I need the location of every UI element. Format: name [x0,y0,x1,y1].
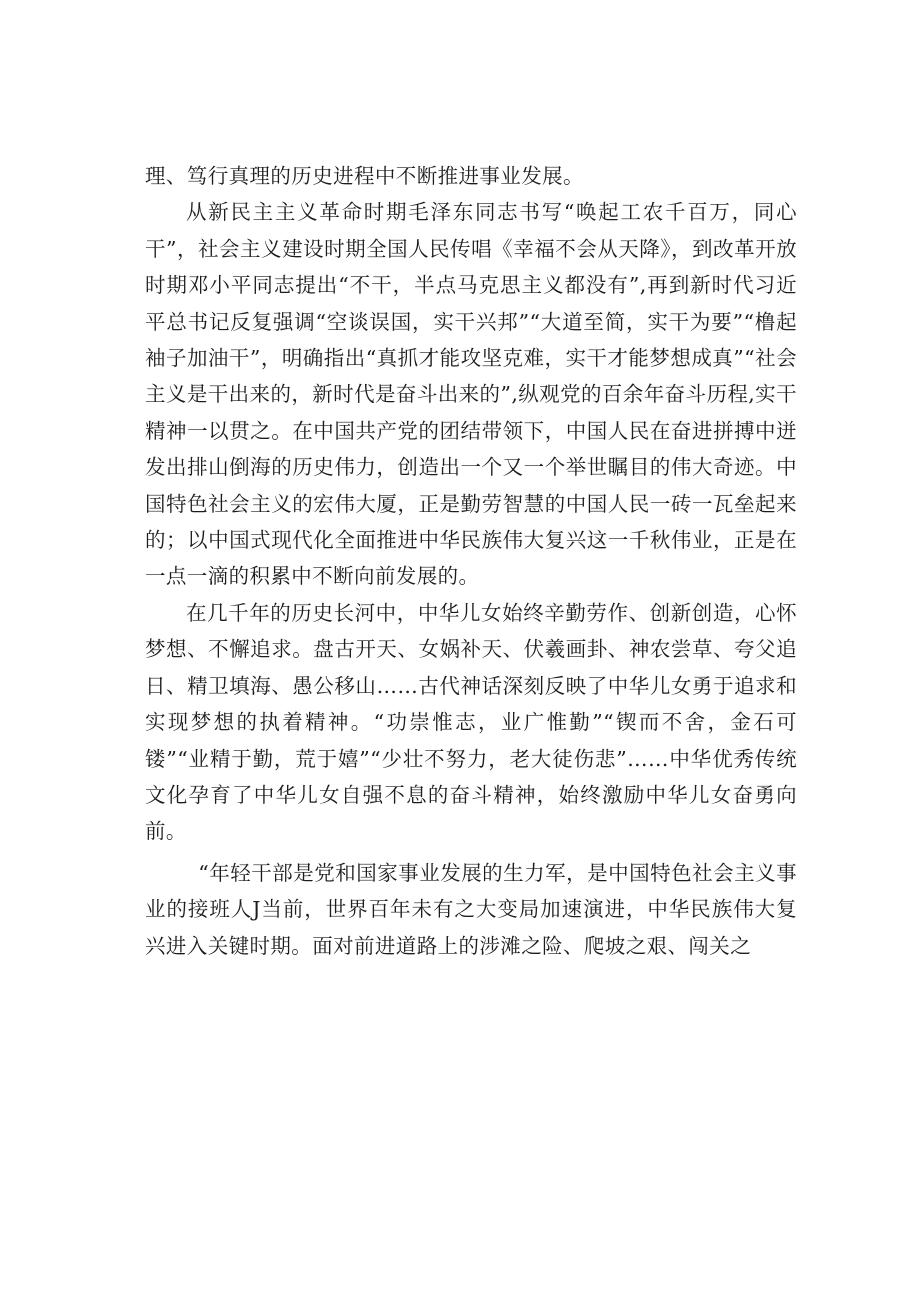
paragraph-young-cadres: “年轻干部是党和国家事业发展的生力军，是中国特色社会主义事业的接班人J当前，世界百年未有之大变局加速演进，中华民族伟大复兴进入关键时期。面对前进道路上的涉滩之险、爬坡之艰、闯关之 [145,860,797,958]
paragraph-continuation: 理、笃行真理的历史进程中不断推进事业发展。 [145,164,584,188]
document-body [145,158,797,964]
paragraph-chinese-tradition: 在几千年的历史长河中，中华儿女始终辛勤劳作、创新创造，心怀梦想、不懈追求。盘古开天、女娲补天、伏羲画卦、神农尝草、夸父追日、精卫填海、愚公移山……古代神话深刻反映了中华儿女勇于追求和实现梦想的执着精神。“功崇惟志，业广惟勤”“锲而不舍，金石可镂”“业精于勤，荒于嬉”“少壮不努力，老大徒伤悲”……中华优秀传统文化孕育了中华儿女自强不息的奋斗精神，始终激励中华儿女奋勇向前。 [145,600,797,844]
paragraph-practical-spirit-history: 从新民主主义革命时期毛泽东同志书写“唤起工农千百万，同心干”，社会主义建设时期全国人民传唱《幸福不会从天降》，到改革开放时期邓小平同志提出“不干，半点马克思主义都没有”,再到新时代习近平总书记反复强调“空谈误国，实干兴邦”“大道至简，实干为要”“橹起袖子加油干”，明确指出“真抓才能攻坚克难，实干才能梦想成真”“社会主义是干出来的，新时代是奋斗出来的”,纵观党的百余年奋斗历程,实干精神一以贯之。在中国共产党的团结带领下，中国人民在奋进拼搏中迸发出排山倒海的历史伟力，创造出一个又一个举世瞩目的伟大奇迹。中国特色社会主义的宏伟大厦，正是勤劳智慧的中国人民一砖一瓦垒起来的；以中国式现代化全面推进中华民族伟大复兴这一千秋伟业，正是在一点一滴的积累中不断向前发展的。 [145,200,797,589]
